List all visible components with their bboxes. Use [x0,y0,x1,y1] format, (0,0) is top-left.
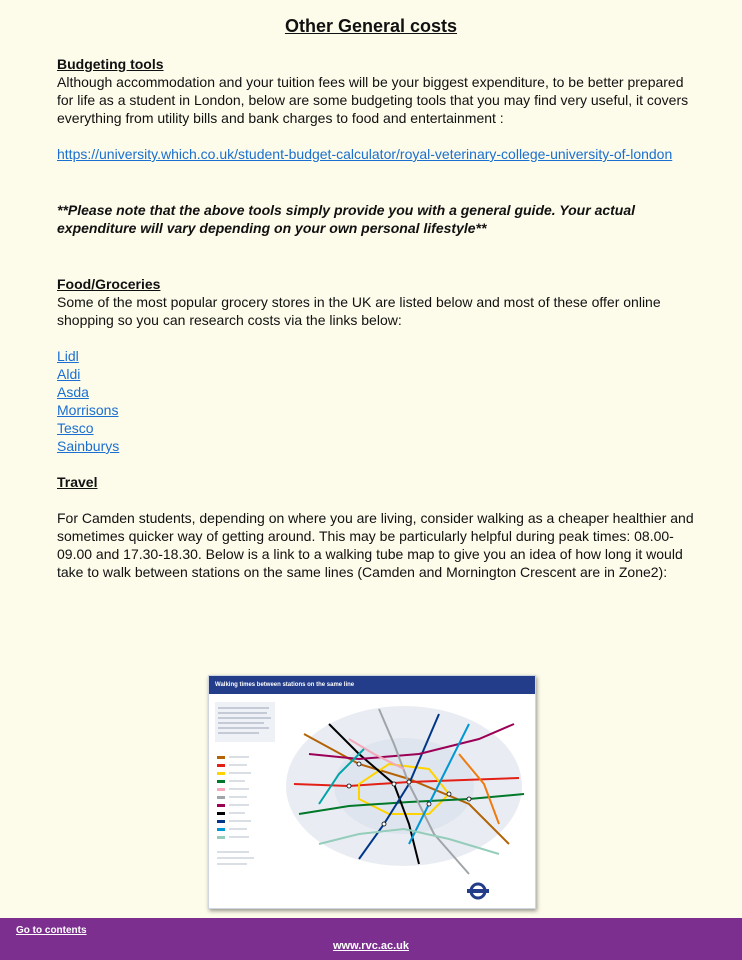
store-link-asda[interactable]: Asda [57,384,89,400]
store-link-aldi[interactable]: Aldi [57,366,81,382]
map-title: Walking times between stations on the same line [209,676,535,694]
tfl-roundel-icon [467,882,489,900]
walking-tube-map-image[interactable] [208,675,536,909]
budget-calculator-link[interactable]: https://university.which.co.uk/student-budget-calculator/royal-veterinary-college-university-of-london [57,146,673,162]
store-link-list [57,347,697,455]
travel-section [57,473,697,581]
budgeting-body: Although accommodation and your tuition fees will be your biggest expenditure, to be better prepared for life as a student in London, below are some budgeting tools that you may find very useful, it covers everything from utility bills and bank charges to food and entertainment : [57,74,689,126]
budgeting-heading: Budgeting tools [57,56,164,72]
food-body: Some of the most popular grocery stores in the UK are listed below and most of these offer online shopping so you can research costs via the links below: [57,294,661,328]
map-legend [215,702,275,864]
store-link-sainsburys[interactable]: Sainburys [57,438,120,454]
store-link-lidl[interactable]: Lidl [57,348,79,364]
budgeting-section [57,55,697,237]
budgeting-note: **Please note that the above tools simply provide you with a general guide. Your actual expenditure will vary depending on your own personal lifestyle** [57,202,636,236]
tube-map-graphic [209,694,535,890]
travel-body: For Camden students, depending on where you are living, consider walking as a cheaper healthier and sometimes quicker way of getting around. This may be particularly helpful during peak times: 08.00-09.00 and 17.30-18.30. Below is a link to a walking tube map to give you an idea of how long it would take to walk between stations on the same lines (Camden and Mornington Crescent are in Zone2): [57,510,694,580]
travel-heading: Travel [57,474,98,490]
food-section [57,275,697,455]
page-title: Other General costs [284,16,458,36]
page-content [57,55,697,581]
food-heading: Food/Groceries [57,276,161,292]
site-url-link[interactable]: www.rvc.ac.uk [332,940,410,952]
store-link-tesco[interactable]: Tesco [57,420,94,436]
footer-bar [0,918,742,960]
store-link-morrisons[interactable]: Morrisons [57,402,119,418]
go-to-contents-link[interactable]: Go to contents [16,925,87,936]
